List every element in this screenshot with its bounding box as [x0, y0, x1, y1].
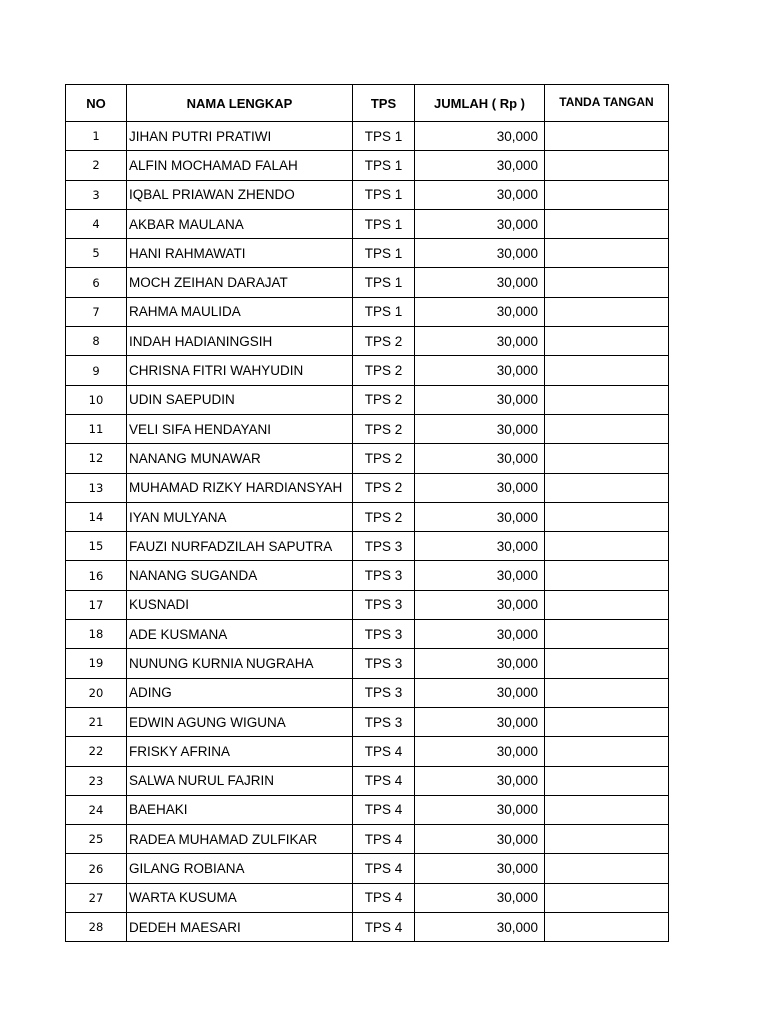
table-row: [66, 678, 669, 707]
table-row: [66, 825, 669, 854]
row-tps: TPS 2: [353, 327, 415, 356]
row-no: 27: [66, 883, 127, 912]
table-row: [66, 414, 669, 443]
row-signature: [545, 825, 669, 854]
row-name: INDAH HADIANINGSIH: [127, 327, 353, 356]
row-name: JIHAN PUTRI PRATIWI: [127, 122, 353, 151]
row-no: 17: [66, 590, 127, 619]
row-amount: 30,000: [415, 532, 545, 561]
row-signature: [545, 913, 669, 942]
row-tps: TPS 1: [353, 122, 415, 151]
row-no: 20: [66, 678, 127, 707]
row-no: 6: [66, 268, 127, 297]
row-no: 8: [66, 327, 127, 356]
row-name: NANANG MUNAWAR: [127, 444, 353, 473]
row-no: 24: [66, 795, 127, 824]
row-no: 28: [66, 913, 127, 942]
row-amount: 30,000: [415, 444, 545, 473]
row-no: 11: [66, 414, 127, 443]
row-name: ADE KUSMANA: [127, 620, 353, 649]
row-signature: [545, 737, 669, 766]
row-name: VELI SIFA HENDAYANI: [127, 414, 353, 443]
table-row: [66, 444, 669, 473]
row-no: 9: [66, 356, 127, 385]
row-signature: [545, 620, 669, 649]
row-tps: TPS 4: [353, 737, 415, 766]
row-signature: [545, 707, 669, 736]
row-amount: 30,000: [415, 180, 545, 209]
table-row: [66, 737, 669, 766]
row-no: 1: [66, 122, 127, 151]
row-name: GILANG ROBIANA: [127, 854, 353, 883]
table-row: [66, 883, 669, 912]
table-row: [66, 502, 669, 531]
row-signature: [545, 590, 669, 619]
header-amount: JUMLAH ( Rp ): [415, 85, 545, 122]
row-amount: 30,000: [415, 649, 545, 678]
row-amount: 30,000: [415, 239, 545, 268]
row-amount: 30,000: [415, 825, 545, 854]
row-signature: [545, 268, 669, 297]
row-name: SALWA NURUL FAJRIN: [127, 766, 353, 795]
table-row: [66, 356, 669, 385]
row-signature: [545, 297, 669, 326]
table-row: [66, 532, 669, 561]
row-amount: 30,000: [415, 883, 545, 912]
row-name: AKBAR MAULANA: [127, 209, 353, 238]
row-signature: [545, 473, 669, 502]
row-name: DEDEH MAESARI: [127, 913, 353, 942]
row-tps: TPS 2: [353, 385, 415, 414]
row-signature: [545, 649, 669, 678]
row-signature: [545, 327, 669, 356]
row-tps: TPS 1: [353, 268, 415, 297]
row-tps: TPS 3: [353, 561, 415, 590]
table-row: [66, 122, 669, 151]
row-tps: TPS 1: [353, 180, 415, 209]
row-name: IYAN MULYANA: [127, 502, 353, 531]
row-amount: 30,000: [415, 268, 545, 297]
row-tps: TPS 3: [353, 620, 415, 649]
table-row: [66, 151, 669, 180]
table-row: [66, 590, 669, 619]
row-name: UDIN SAEPUDIN: [127, 385, 353, 414]
row-tps: TPS 1: [353, 297, 415, 326]
row-signature: [545, 151, 669, 180]
row-name: BAEHAKI: [127, 795, 353, 824]
row-no: 26: [66, 854, 127, 883]
row-no: 13: [66, 473, 127, 502]
table-row: [66, 854, 669, 883]
table-row: [66, 268, 669, 297]
payment-table: [65, 84, 669, 942]
row-no: 21: [66, 707, 127, 736]
row-no: 2: [66, 151, 127, 180]
row-name: RAHMA MAULIDA: [127, 297, 353, 326]
table-row: [66, 297, 669, 326]
row-tps: TPS 3: [353, 649, 415, 678]
row-signature: [545, 502, 669, 531]
table-row: [66, 327, 669, 356]
row-name: RADEA MUHAMAD ZULFIKAR: [127, 825, 353, 854]
row-name: CHRISNA FITRI WAHYUDIN: [127, 356, 353, 385]
row-name: WARTA KUSUMA: [127, 883, 353, 912]
table-row: [66, 180, 669, 209]
header-tps: TPS: [353, 85, 415, 122]
table-body: [66, 122, 669, 942]
row-tps: TPS 4: [353, 825, 415, 854]
row-tps: TPS 4: [353, 883, 415, 912]
row-no: 7: [66, 297, 127, 326]
row-signature: [545, 678, 669, 707]
table-row: [66, 385, 669, 414]
header-signature: TANDA TANGAN: [545, 85, 669, 122]
table-row: [66, 913, 669, 942]
row-signature: [545, 766, 669, 795]
row-amount: 30,000: [415, 854, 545, 883]
row-signature: [545, 209, 669, 238]
row-amount: 30,000: [415, 678, 545, 707]
table-row: [66, 707, 669, 736]
row-amount: 30,000: [415, 297, 545, 326]
row-no: 25: [66, 825, 127, 854]
row-no: 23: [66, 766, 127, 795]
row-signature: [545, 883, 669, 912]
row-signature: [545, 122, 669, 151]
header-row: [66, 85, 669, 122]
row-no: 5: [66, 239, 127, 268]
row-tps: TPS 2: [353, 502, 415, 531]
row-no: 19: [66, 649, 127, 678]
row-signature: [545, 444, 669, 473]
row-signature: [545, 414, 669, 443]
row-signature: [545, 239, 669, 268]
row-no: 14: [66, 502, 127, 531]
row-tps: TPS 4: [353, 766, 415, 795]
table-row: [66, 766, 669, 795]
row-tps: TPS 2: [353, 473, 415, 502]
row-amount: 30,000: [415, 327, 545, 356]
row-signature: [545, 356, 669, 385]
row-tps: TPS 3: [353, 532, 415, 561]
row-tps: TPS 3: [353, 707, 415, 736]
row-tps: TPS 1: [353, 151, 415, 180]
row-amount: 30,000: [415, 737, 545, 766]
table-row: [66, 795, 669, 824]
row-amount: 30,000: [415, 620, 545, 649]
row-amount: 30,000: [415, 209, 545, 238]
row-no: 15: [66, 532, 127, 561]
row-tps: TPS 2: [353, 444, 415, 473]
row-name: FRISKY AFRINA: [127, 737, 353, 766]
row-name: NUNUNG KURNIA NUGRAHA: [127, 649, 353, 678]
row-no: 22: [66, 737, 127, 766]
header-no: NO: [66, 85, 127, 122]
row-amount: 30,000: [415, 122, 545, 151]
row-signature: [545, 561, 669, 590]
row-no: 16: [66, 561, 127, 590]
row-name: MOCH ZEIHAN DARAJAT: [127, 268, 353, 297]
row-no: 12: [66, 444, 127, 473]
row-amount: 30,000: [415, 473, 545, 502]
row-amount: 30,000: [415, 385, 545, 414]
row-name: HANI RAHMAWATI: [127, 239, 353, 268]
row-amount: 30,000: [415, 502, 545, 531]
row-tps: TPS 3: [353, 678, 415, 707]
table-row: [66, 209, 669, 238]
row-amount: 30,000: [415, 561, 545, 590]
row-name: EDWIN AGUNG WIGUNA: [127, 707, 353, 736]
row-amount: 30,000: [415, 766, 545, 795]
row-tps: TPS 4: [353, 795, 415, 824]
table-row: [66, 239, 669, 268]
row-name: IQBAL PRIAWAN ZHENDO: [127, 180, 353, 209]
row-no: 3: [66, 180, 127, 209]
row-amount: 30,000: [415, 151, 545, 180]
row-name: NANANG SUGANDA: [127, 561, 353, 590]
row-amount: 30,000: [415, 795, 545, 824]
row-signature: [545, 180, 669, 209]
row-tps: TPS 1: [353, 239, 415, 268]
row-no: 4: [66, 209, 127, 238]
row-amount: 30,000: [415, 356, 545, 385]
row-amount: 30,000: [415, 707, 545, 736]
table-row: [66, 620, 669, 649]
row-amount: 30,000: [415, 913, 545, 942]
row-tps: TPS 3: [353, 590, 415, 619]
row-tps: TPS 2: [353, 356, 415, 385]
row-signature: [545, 532, 669, 561]
row-name: FAUZI NURFADZILAH SAPUTRA: [127, 532, 353, 561]
header-name: NAMA LENGKAP: [127, 85, 353, 122]
row-name: ADING: [127, 678, 353, 707]
row-name: KUSNADI: [127, 590, 353, 619]
table-row: [66, 649, 669, 678]
row-tps: TPS 2: [353, 414, 415, 443]
row-amount: 30,000: [415, 414, 545, 443]
table-row: [66, 561, 669, 590]
row-tps: TPS 4: [353, 913, 415, 942]
row-name: MUHAMAD RIZKY HARDIANSYAH: [127, 473, 353, 502]
row-signature: [545, 795, 669, 824]
row-signature: [545, 385, 669, 414]
table-row: [66, 473, 669, 502]
row-tps: TPS 4: [353, 854, 415, 883]
row-amount: 30,000: [415, 590, 545, 619]
row-signature: [545, 854, 669, 883]
row-name: ALFIN MOCHAMAD FALAH: [127, 151, 353, 180]
row-no: 18: [66, 620, 127, 649]
row-tps: TPS 1: [353, 209, 415, 238]
row-no: 10: [66, 385, 127, 414]
